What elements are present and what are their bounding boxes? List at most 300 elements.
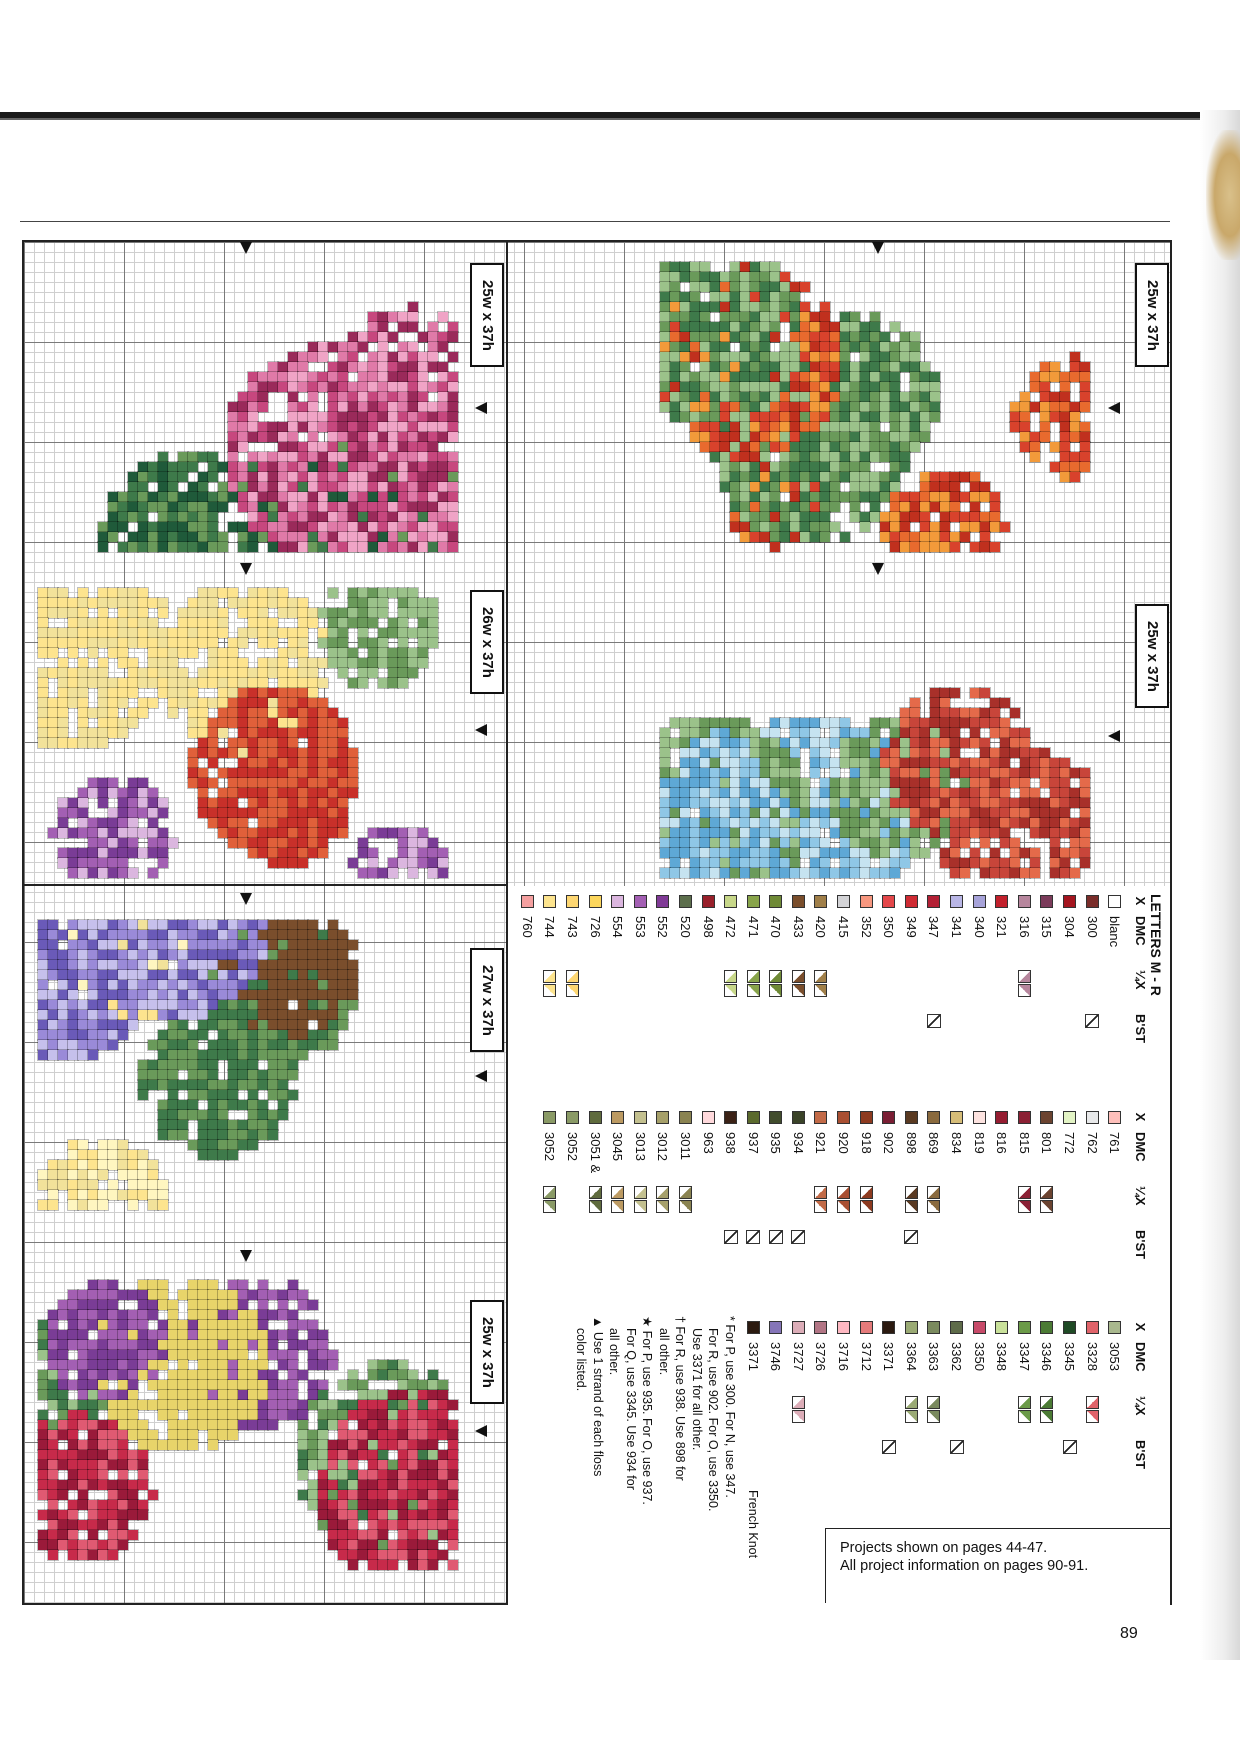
stitch-cell [730,432,740,442]
key-header-x: X [1133,1322,1148,1332]
stitch-cell [228,452,238,462]
stitch-cell [128,960,138,970]
stitch-cell [118,608,128,618]
stitch-cell [298,1040,308,1050]
stitch-cell [308,382,318,392]
stitch-cell [58,970,68,980]
stitch-cell [78,688,88,698]
stitch-cell [48,608,58,618]
stitch-cell [108,980,118,990]
stitch-cell [1020,758,1030,768]
stitch-cell [348,1490,358,1500]
stitch-cell [208,462,218,472]
stitch-cell [68,1480,78,1490]
stitch-cell [348,452,358,462]
key-row [877,1106,900,1270]
stitch-cell [770,402,780,412]
stitch-cell [960,522,970,532]
stitch-cell [368,1430,378,1440]
stitch-cell [88,598,98,608]
stitch-cell [418,1440,428,1450]
stitch-cell [188,638,198,648]
stitch-cell [840,728,850,738]
stitch-cell [900,768,910,778]
stitch-cell [238,1280,248,1290]
stitch-cell [920,542,930,552]
stitch-cell [78,798,88,808]
stitch-cell [258,658,268,668]
stitch-cell [268,1330,278,1340]
stitch-cell [278,372,288,382]
key-swatch [814,1106,827,1128]
stitch-cell [318,412,328,422]
stitch-cell [730,798,740,808]
stitch-cell [378,1500,388,1510]
stitch-cell [950,688,960,698]
stitch-cell [308,678,318,688]
stitch-cell [408,848,418,858]
stitch-cell [338,392,348,402]
stitch-cell [138,1060,148,1070]
stitch-cell [268,532,278,542]
stitch-cell [298,950,308,960]
stitch-cell [308,1430,318,1440]
stitch-cell [158,990,168,1000]
stitch-cell [78,1410,88,1420]
stitch-cell [398,1400,408,1410]
stitch-cell [108,1330,118,1340]
stitch-cell [78,698,88,708]
stitch-cell [940,738,950,748]
stitch-cell [298,1430,308,1440]
stitch-cell [88,1380,98,1390]
stitch-cell [318,980,328,990]
stitch-cell [208,608,218,618]
stitch-cell [108,920,118,930]
stitch-cell [670,332,680,342]
stitch-cell [238,788,248,798]
stitch-cell [68,1180,78,1190]
stitch-cell [198,1130,208,1140]
stitch-cell [238,628,248,638]
stitch-cell [178,1360,188,1370]
stitch-cell [38,920,48,930]
stitch-cell [378,462,388,472]
stitch-cell [38,1330,48,1340]
stitch-cell [208,1130,218,1140]
stitch-cell [378,588,388,598]
stitch-cell [168,970,178,980]
stitch-cell [348,788,358,798]
stitch-cell [398,322,408,332]
stitch-cell [238,768,248,778]
stitch-cell [780,462,790,472]
stitch-cell [1020,848,1030,858]
stitch-cell [148,1170,158,1180]
stitch-cell [308,930,318,940]
stitch-cell [298,970,308,980]
key-dmc-number: 726 [587,916,603,938]
stitch-cell [358,472,368,482]
stitch-cell [388,588,398,598]
stitch-cell [108,1020,118,1030]
stitch-cell [730,858,740,868]
key-row [945,890,968,1054]
key-dmc-number: 420 [813,916,829,938]
stitch-cell [278,1300,288,1310]
stitch-cell [660,302,670,312]
key-swatch [860,1316,873,1338]
stitch-cell [1040,798,1050,808]
stitch-cell [308,668,318,678]
stitch-cell [128,1360,138,1370]
stitch-cell [900,758,910,768]
stitch-cell [880,332,890,342]
stitch-cell [138,950,148,960]
stitch-cell [178,1340,188,1350]
stitch-cell [980,818,990,828]
stitch-cell [950,542,960,552]
stitch-cell [138,668,148,678]
stitch-cell [248,838,258,848]
stitch-cell [438,502,448,512]
stitch-cell [680,402,690,412]
stitch-cell [408,1420,418,1430]
stitch-cell [238,1320,248,1330]
stitch-cell [910,332,920,342]
stitch-cell [258,452,268,462]
stitch-cell [328,1520,338,1530]
stitch-cell [398,382,408,392]
stitch-cell [258,462,268,472]
stitch-cell [338,352,348,362]
stitch-cell [730,848,740,858]
stitch-cell [128,798,138,808]
stitch-cell [418,828,428,838]
stitch-cell [258,598,268,608]
stitch-cell [178,512,188,522]
stitch-cell [780,858,790,868]
key-dmc-number: 819 [971,1132,987,1154]
key-row [516,890,539,1054]
stitch-cell [268,1000,278,1010]
stitch-cell [268,472,278,482]
stitch-cell [730,262,740,272]
stitch-cell [38,1450,48,1460]
stitch-cell [48,1450,58,1460]
stitch-cell [78,1520,88,1530]
stitch-cell [660,788,670,798]
stitch-cell [730,818,740,828]
stitch-cell [940,748,950,758]
stitch-cell [720,272,730,282]
stitch-cell [128,608,138,618]
stitch-cell [238,658,248,668]
stitch-cell [248,1040,258,1050]
stitch-cell [720,768,730,778]
stitch-cell [138,1350,148,1360]
stitch-cell [288,698,298,708]
stitch-cell [38,618,48,628]
stitch-cell [38,1200,48,1210]
stitch-cell [1060,412,1070,422]
stitch-cell [208,1350,218,1360]
stitch-cell [760,352,770,362]
stitch-cell [378,1460,388,1470]
stitch-cell [108,808,118,818]
stitch-cell [940,718,950,728]
stitch-cell [258,728,268,738]
stitch-cell [278,1400,288,1410]
stitch-cell [108,858,118,868]
stitch-cell [328,1530,338,1540]
stitch-cell [258,768,268,778]
stitch-cell [700,788,710,798]
stitch-cell [358,532,368,542]
stitch-cell [990,758,1000,768]
stitch-cell [338,412,348,422]
stitch-cell [780,352,790,362]
stitch-cell [218,668,228,678]
key-swatch [1040,1106,1053,1128]
stitch-cell [188,778,198,788]
stitch-cell [760,332,770,342]
key-dmc-number: 3012 [655,1132,671,1161]
stitch-cell [78,1010,88,1020]
stitch-cell [258,930,268,940]
stitch-cell [118,990,128,1000]
stitch-cell [800,412,810,422]
stitch-cell [58,698,68,708]
stitch-cell [770,362,780,372]
stitch-cell [950,512,960,522]
stitch-cell [198,532,208,542]
stitch-cell [268,920,278,930]
stitch-cell [348,758,358,768]
stitch-cell [428,1410,438,1420]
stitch-cell [268,768,278,778]
stitch-cell [208,1280,218,1290]
stitch-cell [940,818,950,828]
key-quarter-stitch [634,1186,647,1230]
stitch-cell [810,838,820,848]
stitch-cell [378,492,388,502]
stitch-cell [980,778,990,788]
stitch-cell [358,1390,368,1400]
stitch-cell [328,930,338,940]
stitch-cell [128,618,138,628]
stitch-cell [238,1030,248,1040]
stitch-cell [318,532,328,542]
stitch-cell [328,808,338,818]
stitch-cell [248,1340,258,1350]
stitch-cell [248,698,258,708]
stitch-cell [790,432,800,442]
stitch-cell [408,322,418,332]
stitch-cell [710,332,720,342]
stitch-cell [970,738,980,748]
key-dmc-number: 3371 [881,1342,897,1371]
stitch-cell [148,522,158,532]
stitch-cell [850,392,860,402]
stitch-cell [258,1350,268,1360]
stitch-cell [138,588,148,598]
stitch-cell [890,748,900,758]
stitch-cell [138,1090,148,1100]
stitch-cell [218,532,228,542]
stitch-cell [338,522,348,532]
stitch-cell [660,808,670,818]
stitch-cell [448,382,458,392]
stitch-cell [168,1370,178,1380]
stitch-cell [248,432,258,442]
stitch-cell [740,452,750,462]
stitch-cell [930,808,940,818]
stitch-cell [238,1010,248,1020]
stitch-cell [118,1140,128,1150]
stitch-cell [218,818,228,828]
stitch-cell [700,442,710,452]
stitch-cell [58,1160,68,1170]
stitch-cell [118,1520,128,1530]
stitch-cell [228,688,238,698]
stitch-cell [138,1170,148,1180]
stitch-cell [378,1540,388,1550]
stitch-cell [168,532,178,542]
key-dmc-number: 3345 [1062,1342,1078,1371]
projects-note-line-1: Projects shown on pages 44-47. [840,1540,1048,1556]
stitch-cell [198,940,208,950]
stitch-cell [118,930,128,940]
stitch-cell [750,352,760,362]
stitch-cell [388,542,398,552]
stitch-cell [78,1360,88,1370]
stitch-cell [750,738,760,748]
stitch-cell [960,818,970,828]
stitch-cell [910,848,920,858]
stitch-cell [1080,442,1090,452]
stitch-cell [108,708,118,718]
stitch-cell [428,1500,438,1510]
stitch-cell [188,970,198,980]
stitch-cell [700,402,710,412]
stitch-cell [158,858,168,868]
stitch-cell [428,608,438,618]
stitch-cell [338,1430,348,1440]
stitch-cell [108,688,118,698]
stitch-cell [118,512,128,522]
stitch-cell [800,818,810,828]
stitch-cell [128,628,138,638]
stitch-cell [278,442,288,452]
stitch-cell [248,1370,258,1380]
stitch-cell [188,980,198,990]
center-arrow-icon [1108,730,1120,742]
stitch-cell [378,512,388,522]
stitch-cell [780,422,790,432]
stitch-cell [358,1430,368,1440]
stitch-cell [68,1550,78,1560]
key-row [900,1106,923,1270]
stitch-cell [248,960,258,970]
stitch-cell [690,272,700,282]
stitch-cell [198,698,208,708]
stitch-cell [880,412,890,422]
stitch-cell [248,920,258,930]
stitch-cell [840,332,850,342]
stitch-cell [258,1380,268,1390]
stitch-cell [660,312,670,322]
stitch-cell [358,542,368,552]
key-row [787,1106,810,1270]
stitch-cell [228,838,238,848]
stitch-cell [418,512,428,522]
stitch-cell [198,960,208,970]
stitch-cell [268,1090,278,1100]
stitch-cell [258,828,268,838]
stitch-cell [418,462,428,472]
stitch-cell [800,522,810,532]
stitch-cell [930,738,940,748]
stitch-cell [860,392,870,402]
stitch-cell [218,930,228,940]
stitch-cell [318,342,328,352]
stitch-cell [860,828,870,838]
stitch-cell [268,1410,278,1420]
stitch-cell [710,768,720,778]
stitch-cell [358,372,368,382]
stitch-cell [338,798,348,808]
stitch-cell [238,472,248,482]
stitch-cell [118,940,128,950]
stitch-cell [760,868,770,878]
stitch-cell [820,432,830,442]
key-row [877,890,900,1054]
stitch-cell [158,502,168,512]
stitch-cell [208,1440,218,1450]
stitch-cell [318,1390,328,1400]
stitch-cell [408,392,418,402]
stitch-cell [428,432,438,442]
stitch-cell [970,828,980,838]
stitch-cell [730,452,740,462]
stitch-cell [860,868,870,878]
stitch-cell [960,788,970,798]
stitch-cell [328,638,338,648]
stitch-cell [288,738,298,748]
key-quarter-stitch [656,1186,669,1230]
stitch-cell [720,422,730,432]
stitch-cell [940,522,950,532]
stitch-cell [1050,778,1060,788]
stitch-cell [278,788,288,798]
stitch-cell [328,492,338,502]
stitch-cell [418,332,428,342]
stitch-cell [128,638,138,648]
key-dmc-number: 347 [926,916,942,938]
chart-letter-m [660,262,1090,552]
stitch-cell [148,808,158,818]
stitch-cell [188,1110,198,1120]
stitch-cell [388,858,398,868]
key-row [923,1106,946,1270]
key-row [765,1316,788,1576]
stitch-cell [58,1380,68,1390]
stitch-cell [690,342,700,352]
stitch-cell [268,658,278,668]
stitch-cell [338,930,348,940]
stitch-cell [690,738,700,748]
